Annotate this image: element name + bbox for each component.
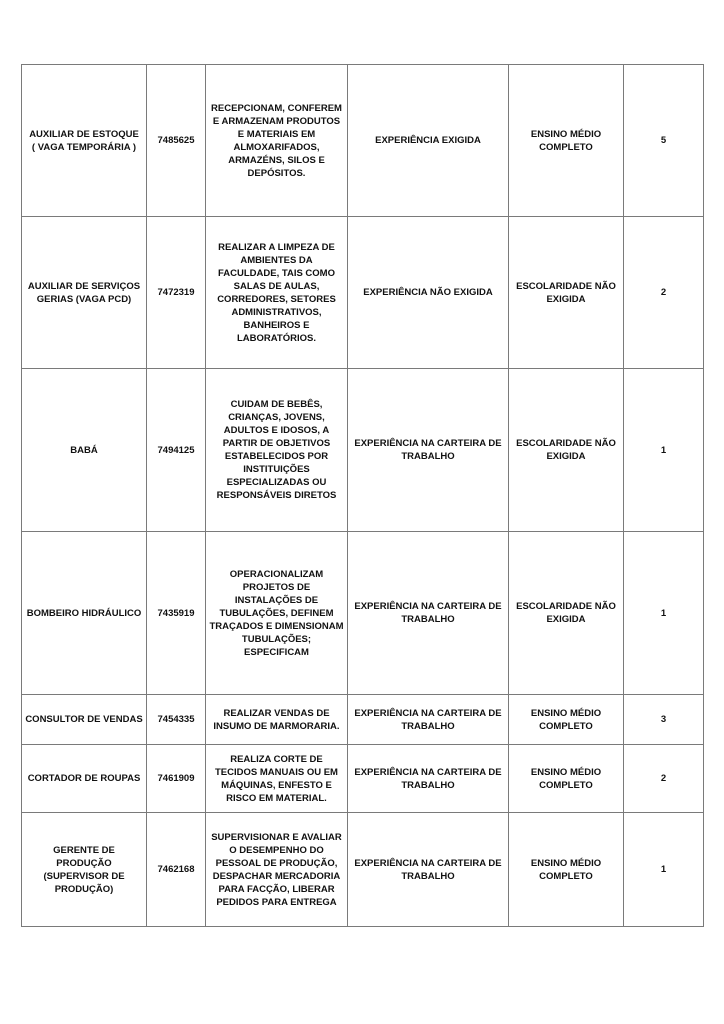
table-row <box>22 532 704 695</box>
education-cell: ENSINO MÉDIO COMPLETO <box>509 813 624 927</box>
job-code-cell: 7494125 <box>147 369 206 532</box>
vacancies-cell: 1 <box>624 813 704 927</box>
education-cell: ENSINO MÉDIO COMPLETO <box>509 695 624 745</box>
education-cell: ENSINO MÉDIO COMPLETO <box>509 745 624 813</box>
vacancies-cell: 1 <box>624 532 704 695</box>
experience-cell: EXPERIÊNCIA NÃO EXIGIDA <box>348 217 509 369</box>
table-row <box>22 369 704 532</box>
vacancies-cell: 3 <box>624 695 704 745</box>
experience-cell: EXPERIÊNCIA EXIGIDA <box>348 65 509 217</box>
job-openings-table <box>21 64 704 927</box>
job-description-cell: REALIZA CORTE DE TECIDOS MANUAIS OU EM MÁQUINAS, ENFESTO E RISCO EM MATERIAL. <box>206 745 348 813</box>
experience-cell: EXPERIÊNCIA NA CARTEIRA DE TRABALHO <box>348 695 509 745</box>
job-title-cell: BOMBEIRO HIDRÁULICO <box>22 532 147 695</box>
job-title-cell: AUXILIAR DE SERVIÇOS GERIAS (VAGA PCD) <box>22 217 147 369</box>
job-description-cell: CUIDAM DE BEBÊS, CRIANÇAS, JOVENS, ADULTOS E IDOSOS, A PARTIR DE OBJETIVOS ESTABELECIDOS POR INSTITUIÇÕES ESPECIALIZADAS OU RESPONSÁVEIS DIRETOS <box>206 369 348 532</box>
job-title-cell: BABÁ <box>22 369 147 532</box>
education-cell: ESCOLARIDADE NÃO EXIGIDA <box>509 217 624 369</box>
vacancies-cell: 5 <box>624 65 704 217</box>
job-description-cell: REALIZAR A LIMPEZA DE AMBIENTES DA FACULDADE, TAIS COMO SALAS DE AULAS, CORREDORES, SETORES ADMINISTRATIVOS, BANHEIROS E LABORATÓRIOS. <box>206 217 348 369</box>
table-row <box>22 217 704 369</box>
table-row <box>22 813 704 927</box>
job-description-cell: OPERACIONALIZAM PROJETOS DE INSTALAÇÕES DE TUBULAÇÕES, DEFINEM TRAÇADOS E DIMENSIONAM TUBULAÇÕES; ESPECIFICAM <box>206 532 348 695</box>
experience-cell: EXPERIÊNCIA NA CARTEIRA DE TRABALHO <box>348 369 509 532</box>
table-row <box>22 745 704 813</box>
job-code-cell: 7435919 <box>147 532 206 695</box>
job-title-line: AUXILIAR DE ESTOQUE ( VAGA TEMPORÁRIA ) <box>29 128 139 153</box>
job-description-cell: REALIZAR VENDAS DE INSUMO DE MARMORARIA. <box>206 695 348 745</box>
job-code-cell: 7461909 <box>147 745 206 813</box>
job-title-cell: GERENTE DE PRODUÇÃO (SUPERVISOR DE PRODUÇÃO) <box>22 813 147 927</box>
experience-cell: EXPERIÊNCIA NA CARTEIRA DE TRABALHO <box>348 532 509 695</box>
job-code-cell: 7472319 <box>147 217 206 369</box>
job-description-cell: SUPERVISIONAR E AVALIAR O DESEMPENHO DO PESSOAL DE PRODUÇÃO, DESPACHAR MERCADORIA PARA FACÇÃO, LIBERAR PEDIDOS PARA ENTREGA <box>206 813 348 927</box>
job-title-cell: CONSULTOR DE VENDAS <box>22 695 147 745</box>
education-cell: ESCOLARIDADE NÃO EXIGIDA <box>509 532 624 695</box>
vacancies-cell: 2 <box>624 745 704 813</box>
vacancies-cell: 2 <box>624 217 704 369</box>
job-title-cell <box>22 65 147 217</box>
education-cell: ESCOLARIDADE NÃO EXIGIDA <box>509 369 624 532</box>
experience-cell: EXPERIÊNCIA NA CARTEIRA DE TRABALHO <box>348 813 509 927</box>
education-cell: ENSINO MÉDIO COMPLETO <box>509 65 624 217</box>
job-code-cell: 7462168 <box>147 813 206 927</box>
table-row <box>22 65 704 217</box>
job-code-cell: 7454335 <box>147 695 206 745</box>
job-code-cell: 7485625 <box>147 65 206 217</box>
experience-cell: EXPERIÊNCIA NA CARTEIRA DE TRABALHO <box>348 745 509 813</box>
table-row <box>22 695 704 745</box>
vacancies-cell: 1 <box>624 369 704 532</box>
job-description-cell: RECEPCIONAM, CONFEREM E ARMAZENAM PRODUTOS E MATERIAIS EM ALMOXARIFADOS, ARMAZÉNS, SILOS E DEPÓSITOS. <box>206 65 348 217</box>
job-title-cell: CORTADOR DE ROUPAS <box>22 745 147 813</box>
